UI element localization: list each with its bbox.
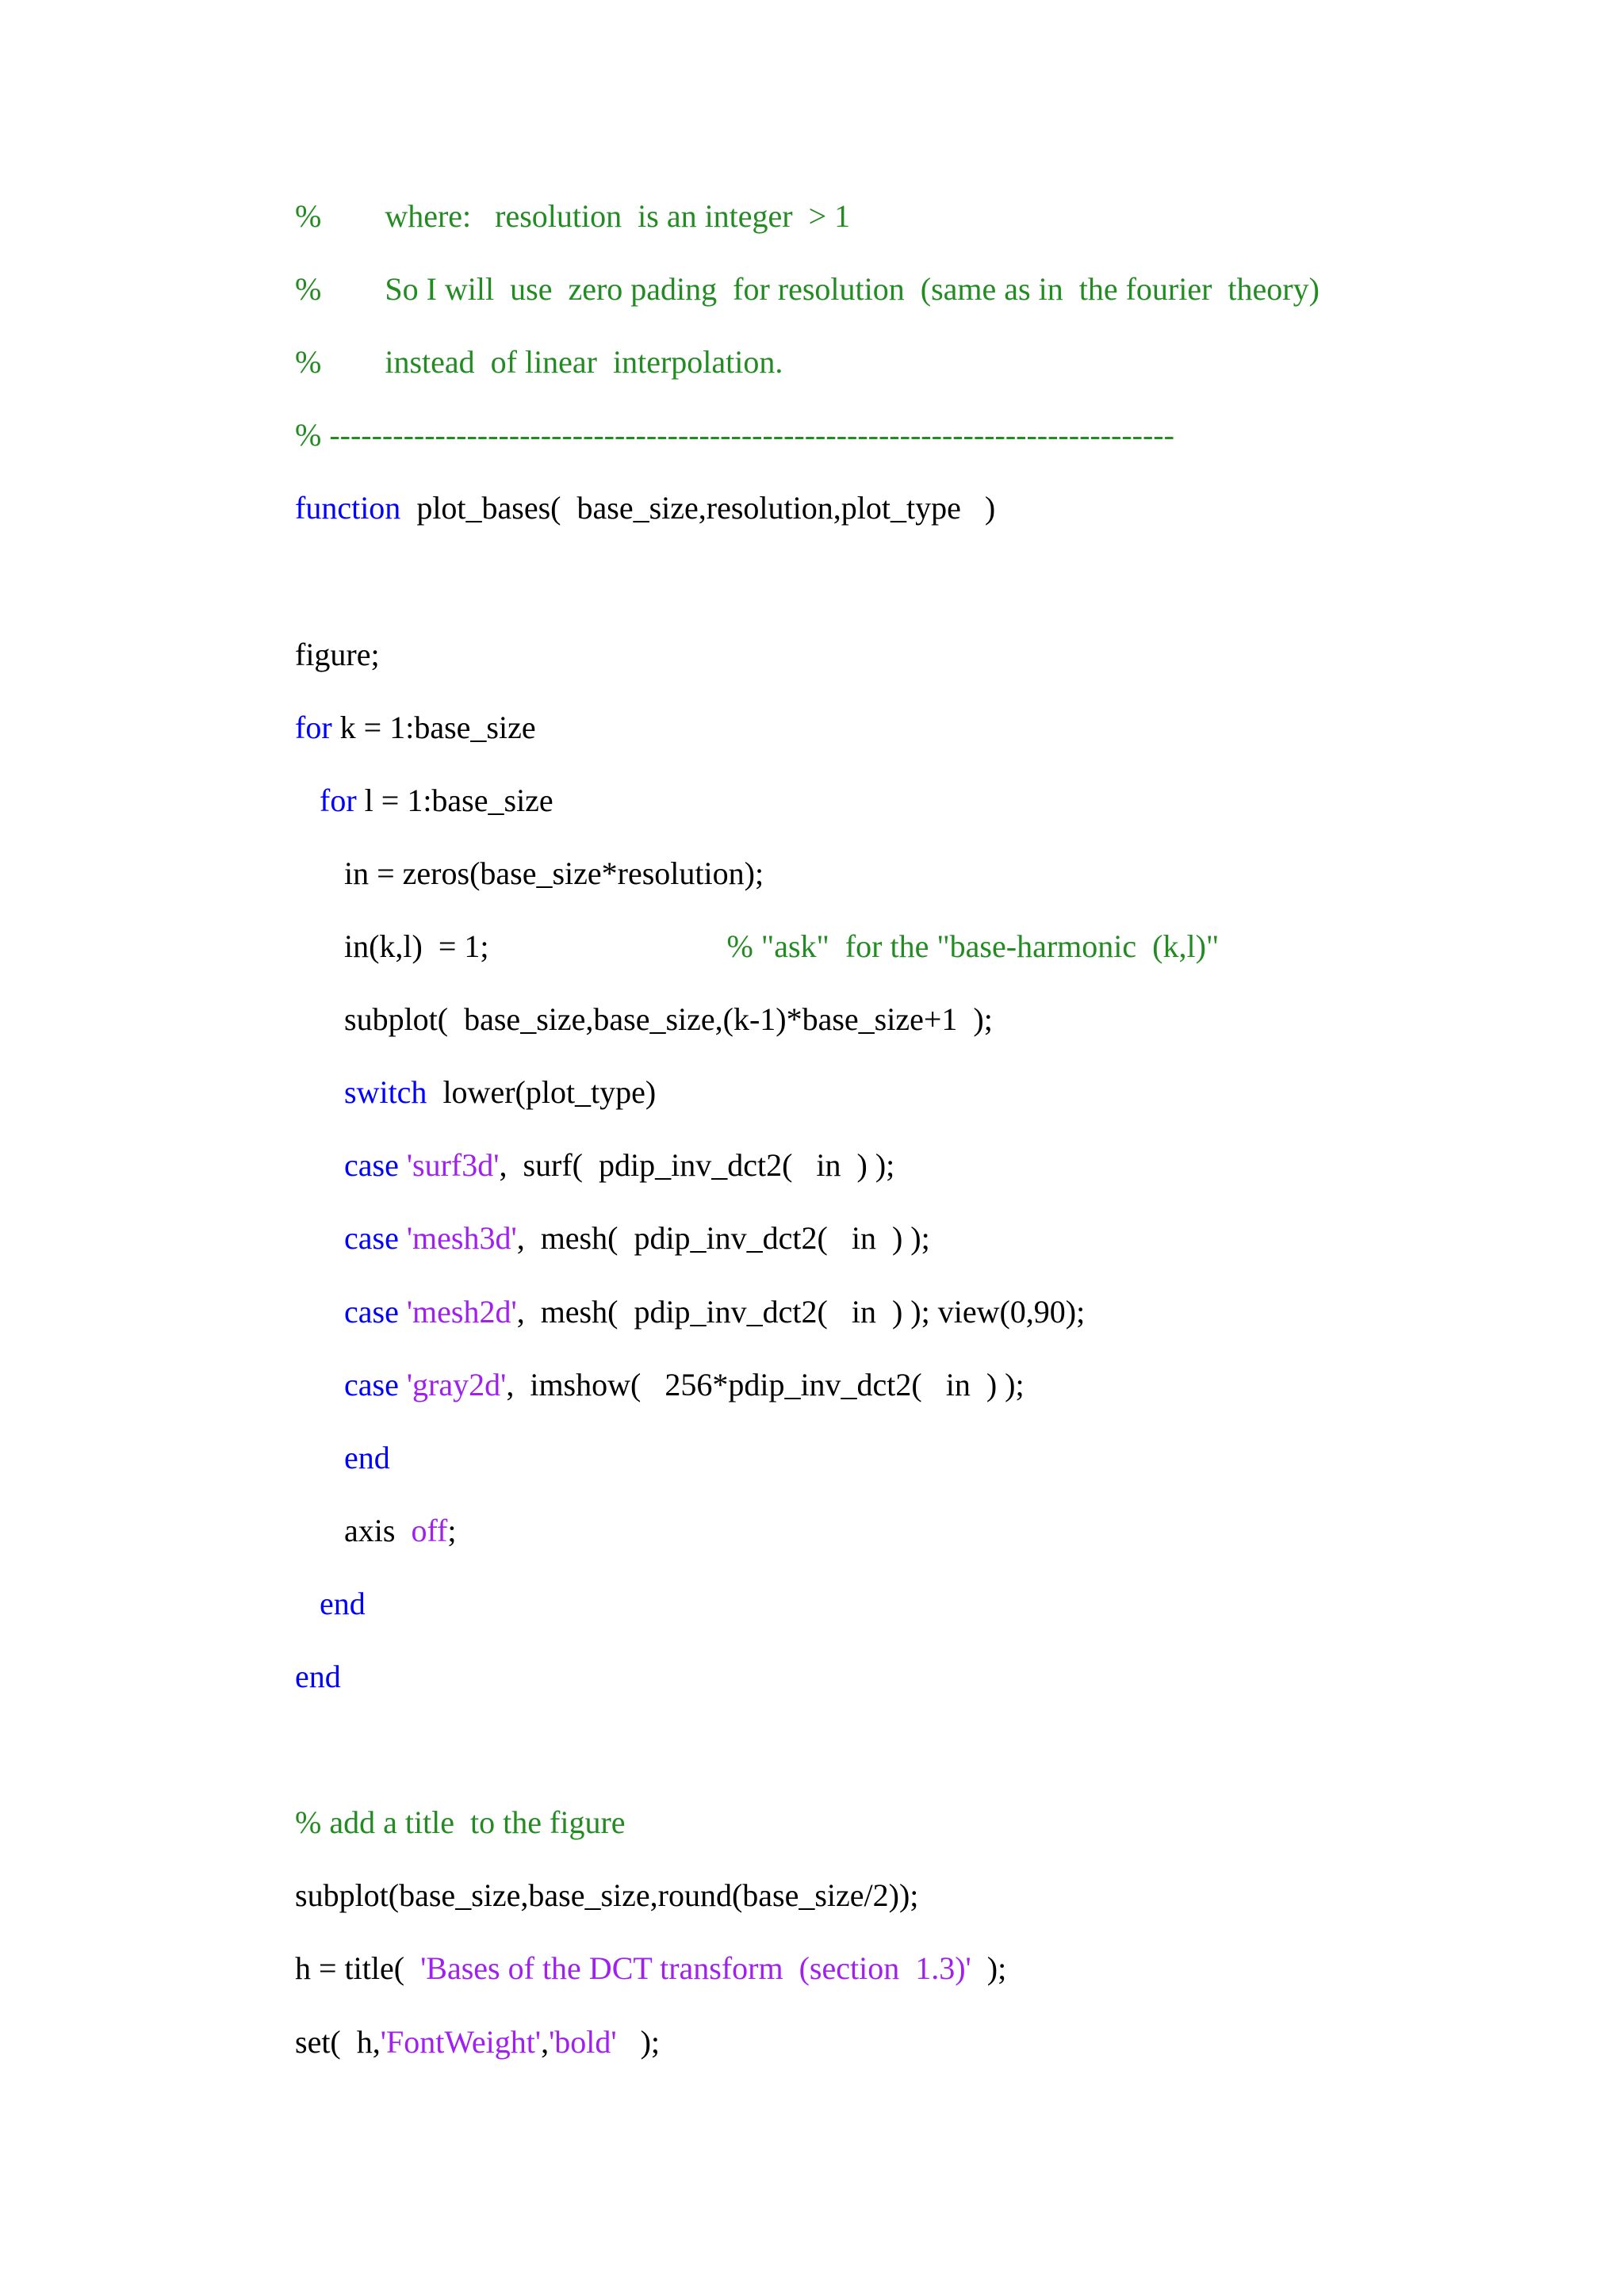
code-line <box>295 339 783 386</box>
code-line <box>320 777 553 825</box>
code-line <box>295 484 995 532</box>
code-token-plain: ); <box>616 2023 661 2060</box>
code-token-comment: % -------------------------------------------------------------------------------- <box>295 417 1174 453</box>
code-line <box>295 193 850 240</box>
code-token-comment: % <box>295 271 322 308</box>
code-line <box>295 2019 660 2066</box>
code-token-string: 'Bases of the DCT transform (section 1.3)' <box>420 1950 971 1987</box>
code-line <box>320 1580 366 1628</box>
code-token-plain <box>399 1147 407 1183</box>
code-token-comment: % <box>295 344 322 381</box>
code-token-plain <box>399 1294 407 1330</box>
code-token-string: 'mesh3d' <box>406 1220 517 1257</box>
code-line <box>344 1434 390 1482</box>
code-token-plain: , <box>541 2023 550 2060</box>
code-token-plain: , surf( pdip_inv_dct2( in ) ); <box>499 1147 895 1184</box>
code-token-comment: % add a title to the figure <box>295 1804 626 1841</box>
code-token-plain: k = 1:base_size <box>331 709 536 745</box>
code-token-keyword: case <box>344 1220 399 1257</box>
code-token-keyword: case <box>344 1147 399 1184</box>
code-line <box>344 923 1219 970</box>
code-token-keyword: case <box>344 1293 399 1330</box>
code-token-comment: So I will use zero pading for resolution (same as in the fourier theory) <box>321 271 1320 308</box>
code-line <box>344 1507 456 1555</box>
code-token-keyword: end <box>344 1439 390 1475</box>
code-token-string: 'bold' <box>549 2023 617 2060</box>
code-token-plain: ; <box>447 1512 457 1548</box>
code-token-string: 'surf3d' <box>406 1147 500 1184</box>
code-line <box>295 266 1320 313</box>
code-token-keyword: for <box>295 709 332 745</box>
code-token-plain: , mesh( pdip_inv_dct2( in ) ); <box>516 1220 930 1257</box>
code-line <box>344 1215 930 1262</box>
code-token-keyword: for <box>320 782 357 818</box>
code-token-plain: subplot( base_size,base_size,(k-1)*base_size+1 ); <box>344 1001 993 1038</box>
code-token-keyword: end <box>320 1585 366 1621</box>
code-line <box>295 631 380 679</box>
code-token-plain: ); <box>971 1950 1007 1987</box>
code-token-plain: figure; <box>295 636 380 672</box>
code-token-comment: instead of linear interpolation. <box>321 344 783 381</box>
code-token-plain: subplot(base_size,base_size,round(base_size/2)); <box>295 1877 919 1914</box>
code-token-comment: % <box>295 198 322 234</box>
code-token-plain: , imshow( 256*pdip_inv_dct2( in ) ); <box>506 1366 1025 1402</box>
code-token-plain: , mesh( pdip_inv_dct2( in ) ); view(0,90); <box>516 1293 1086 1330</box>
code-token-string: 'mesh2d' <box>406 1293 517 1330</box>
code-token-keyword: end <box>295 1659 341 1694</box>
code-token-keyword: switch <box>344 1074 427 1111</box>
code-line <box>344 850 764 897</box>
code-line <box>344 1361 1025 1409</box>
code-token-plain <box>399 1220 407 1256</box>
code-token-plain: l = 1:base_size <box>356 782 553 818</box>
code-token-string: 'FontWeight' <box>380 2023 542 2060</box>
code-token-plain: lower(plot_type) <box>427 1074 657 1111</box>
code-token-plain <box>399 1367 407 1402</box>
code-token-string: off <box>411 1512 448 1548</box>
code-line <box>295 411 1174 459</box>
code-token-plain: axis <box>344 1512 412 1548</box>
code-line <box>295 1799 626 1846</box>
code-line <box>295 1653 341 1701</box>
code-line <box>344 1142 894 1189</box>
code-token-plain: in = zeros(base_size*resolution); <box>344 855 764 891</box>
code-token-keyword: case <box>344 1366 399 1402</box>
code-token-keyword: function <box>295 490 401 526</box>
code-token-plain: set( h, <box>295 2023 381 2060</box>
code-token-plain: in(k,l) = 1; <box>344 928 727 964</box>
code-token-comment: % "ask" for the "base-harmonic (k,l)" <box>726 928 1220 964</box>
code-line <box>295 1872 918 1919</box>
code-token-string: 'gray2d' <box>406 1366 507 1402</box>
code-line <box>344 1288 1085 1336</box>
code-token-plain: h = title( <box>295 1950 421 1987</box>
code-line <box>295 1945 1006 1992</box>
code-token-plain: plot_bases( base_size,resolution,plot_type ) <box>400 490 996 526</box>
code-line <box>344 996 993 1043</box>
code-line <box>295 704 536 752</box>
code-line <box>344 1069 656 1116</box>
code-token-comment: where: resolution is an integer > 1 <box>321 198 851 234</box>
